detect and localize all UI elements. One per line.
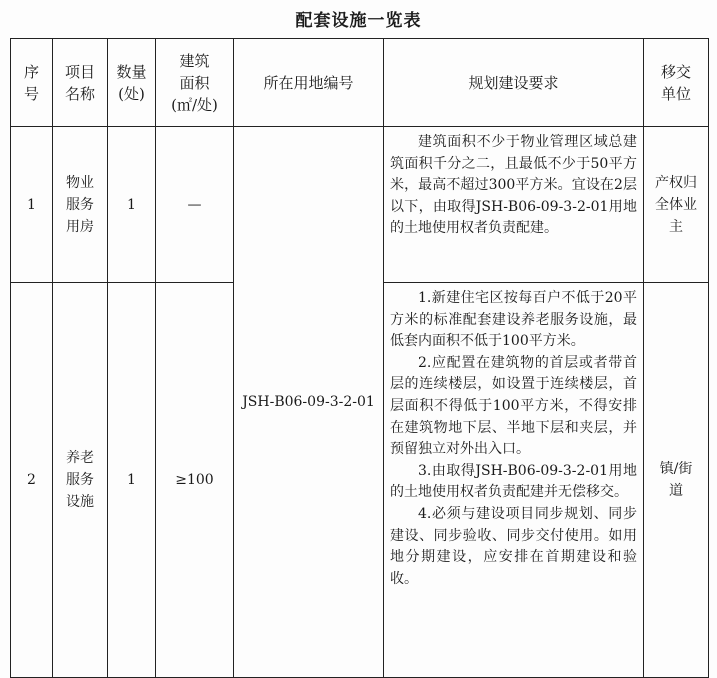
header-area: 建筑 面积 (㎡/处) (156, 39, 234, 127)
row2-seq: 2 (11, 283, 53, 678)
row1-area: — (156, 127, 234, 283)
header-seq: 序 号 (11, 39, 53, 127)
req-paragraph: 4.必须与建设项目同步规划、同步建设、同步验收、同步交付使用。如用地分期建设，应安排在首期建设和验收。 (390, 505, 637, 587)
parcel-code: JSH-B06-09-3-2-01 (234, 127, 384, 678)
req-paragraph: 1.新建住宅区按每百户不低于20平方米的标准配套建设养老服务设施，最低套内面积不低于100平方米。 (390, 290, 637, 350)
header-row (11, 39, 709, 127)
header-qty: 数量 (处) (108, 39, 156, 127)
row2-requirements (384, 283, 644, 678)
header-parcel: 所在用地编号 (234, 39, 384, 127)
row2-area: ≥100 (156, 283, 234, 678)
header-requirements: 规划建设要求 (384, 39, 644, 127)
row1-requirements (384, 127, 644, 283)
facilities-table (10, 38, 709, 678)
header-name: 项目 名称 (53, 39, 108, 127)
req-paragraph: 2.应配置在建筑物的首层或者带首层的连续楼层，如设置于连续楼层，首层面积不得低于100平方米，不得安排在建筑物地下层、半地下层和夹层，并预留独立对外出入口。 (390, 354, 637, 458)
req-paragraph: 建筑面积不少于物业管理区域总建筑面积千分之二，且最低不少于50平方米，最高不超过300平方米。宜设在2层以下，由取得JSH-B06-09-3-2-01用地的土地使用权者负责配建。 (390, 134, 637, 237)
row2-handover: 镇/街 道 (644, 283, 709, 678)
table-title: 配套设施一览表 (295, 11, 422, 31)
row1-name: 物业 服务 用房 (53, 127, 108, 283)
row1-handover: 产权归 全体业 主 (644, 127, 709, 283)
req-paragraph: 3.由取得JSH-B06-09-3-2-01用地的土地使用权者负责配建并无偿移交。 (390, 462, 637, 501)
row2-name: 养老 服务 设施 (53, 283, 108, 678)
row2-qty: 1 (108, 283, 156, 678)
table-row (11, 127, 709, 283)
header-handover: 移交 单位 (644, 39, 709, 127)
row1-qty: 1 (108, 127, 156, 283)
row1-seq: 1 (11, 127, 53, 283)
